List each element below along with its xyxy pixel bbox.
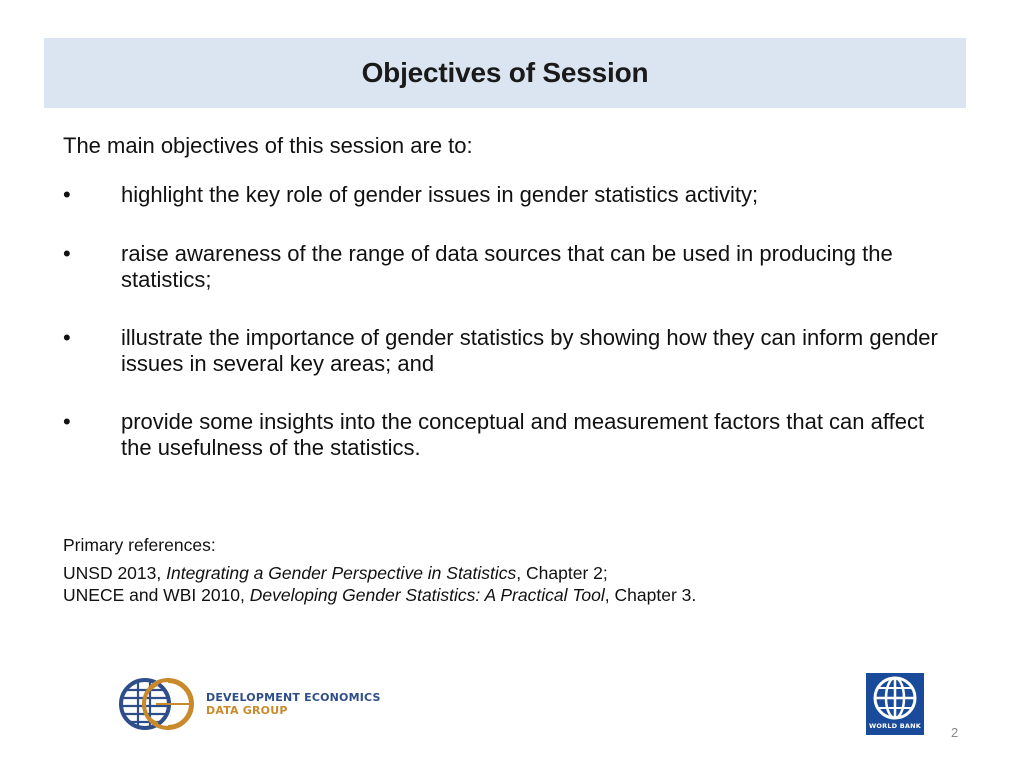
title-bar — [44, 38, 966, 108]
logo-line-1: DEVELOPMENT ECONOMICS — [206, 691, 381, 704]
objectives-list — [63, 182, 963, 461]
bullet-text: highlight the key role of gender issues in gender statistics activity; — [121, 182, 759, 207]
world-bank-label: WORLD BANK — [869, 722, 921, 730]
reference-prefix: UNECE and WBI 2010, — [63, 585, 250, 605]
logo-line-2: DATA GROUP — [206, 704, 288, 717]
bullet-icon: • — [63, 325, 71, 350]
interlocking-globe-rings-icon — [118, 676, 200, 732]
world-bank-globe-icon — [870, 673, 920, 721]
bullet-text: illustrate the importance of gender statistics by showing how they can inform gender issues in several key areas; and — [121, 325, 938, 376]
reference-title: Developing Gender Statistics: A Practical Tool — [249, 585, 605, 605]
development-economics-logo — [118, 676, 381, 732]
page-number: 2 — [951, 725, 959, 740]
reference-item — [63, 562, 963, 584]
references — [63, 534, 963, 606]
list-item — [63, 182, 963, 208]
bullet-text: raise awareness of the range of data sources that can be used in producing the statistics; — [121, 241, 893, 292]
references-heading: Primary references: — [63, 535, 216, 555]
intro-text: The main objectives of this session are to: — [63, 133, 473, 158]
bullet-icon: • — [63, 182, 71, 207]
reference-item — [63, 584, 963, 606]
reference-suffix: , Chapter 3. — [604, 585, 697, 605]
list-item — [63, 241, 963, 293]
bullet-icon: • — [63, 409, 71, 434]
bullet-text: provide some insights into the conceptual and measurement factors that can affect the usefulness of the statistics. — [121, 409, 925, 460]
slide-title: Objectives of Session — [361, 57, 649, 88]
reference-title: Integrating a Gender Perspective in Statistics — [166, 563, 517, 583]
reference-suffix: , Chapter 2; — [516, 563, 608, 583]
bullet-icon: • — [63, 241, 71, 266]
development-economics-wordmark — [206, 691, 381, 717]
slide-body — [63, 133, 963, 493]
list-item — [63, 409, 963, 461]
reference-prefix: UNSD 2013, — [63, 563, 167, 583]
list-item — [63, 325, 963, 377]
world-bank-logo — [866, 673, 924, 735]
